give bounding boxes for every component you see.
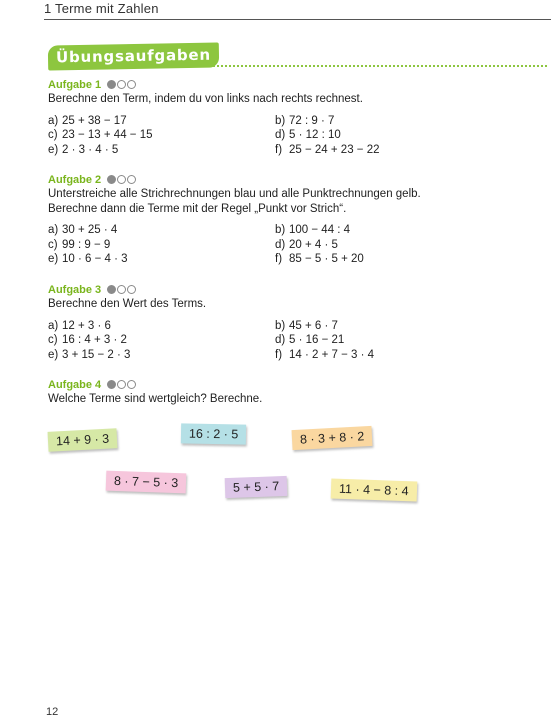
banner-dotted-rule: [172, 65, 547, 67]
task-header: [48, 78, 518, 92]
task-instruction: Welche Terme sind wertgleich? Berechne.: [48, 393, 263, 405]
exercise-letter: b): [275, 114, 286, 127]
term-card: [181, 423, 247, 444]
exercise-letter: c): [48, 334, 58, 346]
exercise-expression: 2 · 3 · 4 · 5: [62, 143, 119, 156]
exercise-letter: b): [275, 224, 286, 236]
task-instruction: Unterstreiche alle Strichrechnungen blau und alle Punktrechnungen gelb.: [48, 188, 421, 200]
exercise-item: [48, 143, 275, 158]
exercise-item: [48, 114, 275, 129]
task-instruction: Berechne den Term, indem du von links nach rechts rechnest.: [48, 93, 363, 105]
exercise-item: [275, 143, 502, 158]
exercise-list: [48, 319, 518, 363]
exercise-letter: e): [48, 348, 59, 361]
difficulty-dot-empty: [117, 175, 126, 184]
exercise-expression: 16 : 4 + 3 · 2: [62, 334, 127, 346]
exercise-letter: e): [48, 143, 59, 156]
difficulty-dot-empty: [117, 285, 126, 294]
difficulty-dot-filled: [107, 380, 116, 389]
difficulty-dot-filled: [107, 285, 116, 294]
exercise-item: [275, 333, 502, 348]
term-card-text: 8 · 7 − 5 · 3: [113, 473, 179, 491]
exercise-letter: a): [48, 319, 59, 332]
exercise-list: [48, 114, 518, 158]
task-instruction: Berechne den Wert des Terms.: [48, 298, 207, 310]
exercise-expression: 5 · 16 − 21: [289, 334, 345, 346]
task-4: [48, 378, 518, 407]
exercise-item: [48, 319, 275, 334]
task-header: [48, 378, 518, 392]
difficulty-dot-empty: [127, 285, 136, 294]
exercise-expression: 85 − 5 · 5 + 20: [289, 253, 364, 265]
difficulty-indicator: [107, 379, 137, 393]
task-instruction: Berechne dann die Terme mit der Regel „Punkt vor Strich“.: [48, 202, 347, 215]
exercise-item: [275, 114, 502, 129]
exercise-item: [48, 252, 275, 267]
exercise-item: [275, 252, 502, 267]
exercise-expression: 10 · 6 − 4 · 3: [62, 253, 128, 265]
task-2: [48, 173, 518, 267]
exercise-expression: 14 · 2 + 7 − 3 · 4: [289, 348, 375, 361]
exercise-letter: d): [275, 129, 286, 141]
task-header: [48, 283, 518, 297]
exercise-expression: 45 + 6 · 7: [289, 319, 338, 332]
exercise-expression: 3 + 15 − 2 · 3: [62, 348, 131, 361]
exercise-letter: d): [275, 238, 286, 251]
difficulty-indicator: [107, 174, 137, 188]
task-header: [48, 173, 518, 187]
exercise-letter: a): [48, 224, 59, 236]
exercise-item: [48, 223, 275, 238]
exercise-letter: b): [275, 319, 286, 332]
exercise-expression: 23 − 13 + 44 − 15: [62, 129, 153, 141]
difficulty-dot-filled: [107, 80, 116, 89]
difficulty-dot-empty: [117, 380, 126, 389]
exercise-item: [275, 238, 502, 253]
difficulty-dot-filled: [107, 175, 116, 184]
term-card: [331, 479, 417, 502]
exercise-expression: 12 + 3 · 6: [62, 319, 111, 332]
exercise-expression: 72 : 9 · 7: [289, 114, 335, 127]
exercise-letter: a): [48, 114, 59, 127]
exercise-item: [48, 238, 275, 253]
term-card: [106, 471, 187, 494]
task-3: [48, 283, 518, 362]
exercise-expression: 100 − 44 : 4: [289, 224, 351, 236]
exercise-item: [275, 348, 502, 363]
exercise-expression: 5 · 12 : 10: [289, 129, 341, 141]
exercise-item: [275, 223, 502, 238]
header-rule: [44, 19, 551, 20]
exercise-letter: f): [275, 143, 283, 156]
exercise-expression: 25 + 38 − 17: [62, 114, 127, 127]
difficulty-dot-empty: [127, 380, 136, 389]
exercise-item: [48, 348, 275, 363]
term-card: [225, 476, 288, 498]
chapter-title: 1 Terme mit Zahlen: [44, 1, 159, 16]
term-card-text: 8 · 3 + 8 · 2: [299, 429, 365, 447]
difficulty-dot-empty: [117, 80, 126, 89]
task-title: Aufgabe 4: [48, 379, 102, 391]
term-card-text: 11 · 4 − 8 : 4: [338, 481, 409, 499]
difficulty-indicator: [107, 284, 137, 298]
exercise-item: [48, 128, 275, 143]
exercise-expression: 25 − 24 + 23 − 22: [289, 143, 380, 156]
page-number: 12: [46, 706, 59, 718]
page-header: [0, 0, 551, 20]
term-card: [292, 426, 373, 450]
exercise-expression: 99 : 9 − 9: [62, 238, 111, 251]
exercise-letter: c): [48, 129, 58, 141]
exercise-letter: d): [275, 334, 286, 346]
exercise-item: [48, 333, 275, 348]
exercise-letter: e): [48, 253, 59, 265]
exercise-list: [48, 223, 518, 267]
section-banner: Übungsaufgaben: [48, 43, 219, 71]
difficulty-dot-empty: [127, 80, 136, 89]
task-1: [48, 78, 518, 157]
task-title: Aufgabe 3: [48, 284, 102, 296]
exercise-expression: 20 + 4 · 5: [289, 238, 338, 251]
exercise-expression: 30 + 25 · 4: [62, 224, 118, 236]
exercise-item: [275, 319, 502, 334]
exercise-item: [275, 128, 502, 143]
difficulty-dot-empty: [127, 175, 136, 184]
term-card-text: 5 + 5 · 7: [232, 479, 280, 495]
term-card-text: 16 : 2 · 5: [188, 426, 239, 442]
exercise-letter: f): [275, 253, 283, 265]
task-title: Aufgabe 1: [48, 79, 102, 91]
task-title: Aufgabe 2: [48, 174, 102, 186]
exercise-letter: c): [48, 238, 58, 251]
term-card: [48, 428, 118, 452]
exercise-letter: f): [275, 348, 283, 361]
term-card-text: 14 + 9 · 3: [55, 431, 110, 449]
difficulty-indicator: [107, 79, 137, 93]
